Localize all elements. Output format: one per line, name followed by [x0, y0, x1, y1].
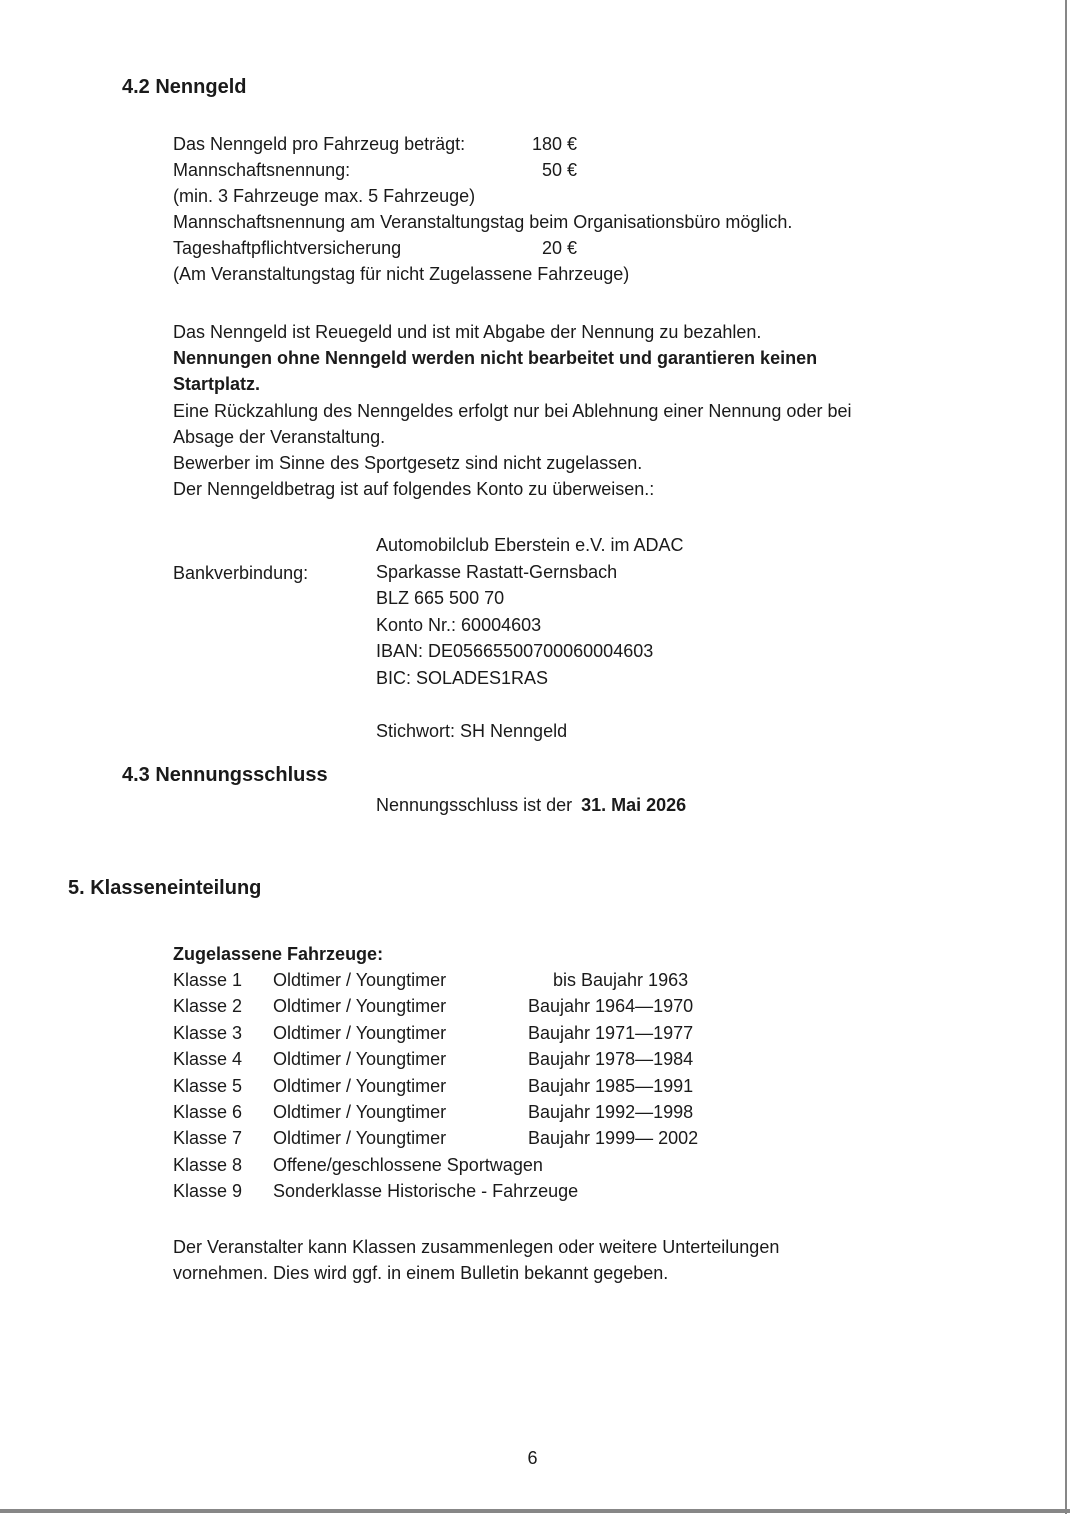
terms-line: Das Nenngeld ist Reuegeld und ist mit Abgabe der Nennung zu bezahlen. — [173, 322, 762, 342]
bank-line: Sparkasse Rastatt-Gernsbach — [376, 561, 618, 582]
class-name: Klasse 3 — [173, 1022, 243, 1043]
class-name: Klasse 5 — [173, 1075, 243, 1096]
fee-amount — [528, 261, 577, 287]
class-years: Baujahr 1964—1970 — [528, 996, 694, 1017]
class-years: bis Baujahr 1963 — [553, 970, 689, 990]
terms-line: Der Nenngeldbetrag ist auf folgendes Konto zu überweisen.: — [173, 479, 655, 500]
section-heading-4-3: 4.3 Nennungsschluss — [122, 764, 328, 786]
classes-subheading: Zugelassene Fahrzeuge: — [173, 944, 384, 964]
page-number: 6 — [527, 1448, 538, 1468]
class-type: Oldtimer / Youngtimer — [273, 1022, 447, 1043]
class-name: Klasse 9 — [173, 1181, 243, 1202]
payment-terms — [173, 319, 851, 502]
terms-line: Eine Rückzahlung des Nenngeldes erfolgt nur bei Ablehnung einer Nennung oder bei — [173, 400, 852, 421]
table-row — [173, 1073, 698, 1099]
terms-line: Absage der Veranstaltung. — [173, 426, 386, 447]
section-heading-4-2: 4.2 Nenngeld — [122, 76, 247, 98]
fee-amount — [528, 183, 577, 209]
class-years: Baujahr 1999— 2002 — [528, 1128, 699, 1149]
bank-line: BIC: SOLADES1RAS — [376, 667, 549, 688]
fee-amount: 180 € — [531, 134, 577, 154]
class-type: Oldtimer / Youngtimer — [273, 1049, 447, 1070]
class-type: Oldtimer / Youngtimer — [273, 996, 447, 1017]
deadline-line — [376, 792, 686, 818]
organiser-note — [173, 1234, 779, 1287]
class-type: Oldtimer / Youngtimer — [273, 1128, 447, 1149]
fee-row — [173, 183, 577, 209]
deadline-text: Nennungsschluss ist der — [376, 795, 573, 815]
table-row — [173, 1099, 698, 1125]
fee-label: (min. 3 Fahrzeuge max. 5 Fahrzeuge) — [173, 186, 476, 206]
class-years: Baujahr 1985—1991 — [528, 1075, 694, 1096]
bank-label: Bankverbindung: — [173, 563, 309, 583]
note-line: vornehmen. Dies wird ggf. in einem Bulletin bekannt gegeben. — [173, 1263, 669, 1284]
class-name: Klasse 6 — [173, 1102, 243, 1123]
fee-row — [173, 131, 577, 157]
table-row — [173, 1046, 698, 1072]
class-name: Klasse 8 — [173, 1154, 243, 1175]
terms-line: Bewerber im Sinne des Sportgesetz sind nicht zugelassen. — [173, 453, 643, 474]
fee-row — [173, 209, 793, 235]
deadline-date: 31. Mai 2026 — [581, 795, 687, 815]
class-years: Baujahr 1971—1977 — [528, 1022, 694, 1043]
table-row — [173, 967, 698, 993]
bank-line: IBAN: DE05665500700060004603 — [376, 641, 654, 662]
fee-row — [173, 157, 577, 183]
class-type: Offene/geschlossene Sportwagen — [273, 1154, 543, 1175]
class-type: Oldtimer / Youngtimer — [273, 1102, 447, 1123]
bank-details — [376, 532, 684, 692]
class-type: Sonderklasse Historische - Fahrzeuge — [273, 1181, 579, 1202]
class-name: Klasse 1 — [173, 970, 243, 990]
terms-line-bold: Startplatz. — [173, 374, 261, 395]
fee-row — [173, 235, 577, 261]
fee-list — [173, 131, 793, 287]
class-name: Klasse 7 — [173, 1128, 243, 1149]
table-row — [173, 1020, 698, 1046]
fee-amount: 20 € — [541, 238, 577, 258]
section-heading-5: 5. Klasseneinteilung — [68, 877, 262, 899]
bank-keyword: Stichwort: SH Nenngeld — [376, 721, 568, 741]
fee-label: Mannschaftsnennung am Veranstaltungstag beim Organisationsbüro möglich. — [173, 212, 793, 232]
fee-label: Tageshaftpflichtversicherung — [173, 238, 402, 258]
fee-amount: 50 € — [541, 160, 577, 180]
terms-line-bold: Nennungen ohne Nenngeld werden nicht bearbeitet und garantieren keinen — [173, 348, 818, 369]
fee-label: (Am Veranstaltungstag für nicht Zugelassene Fahrzeuge) — [173, 264, 630, 284]
page-edge-bottom — [0, 1509, 1070, 1513]
fee-label: Mannschaftsnennung: — [173, 160, 351, 180]
fee-amount — [528, 209, 577, 235]
class-years: Baujahr 1978—1984 — [528, 1049, 694, 1070]
fee-row — [173, 261, 630, 287]
class-years: Baujahr 1992—1998 — [528, 1102, 694, 1123]
class-name: Klasse 2 — [173, 996, 243, 1017]
table-row — [173, 1152, 698, 1178]
table-row — [173, 1125, 698, 1151]
bank-line: Automobilclub Eberstein e.V. im ADAC — [376, 535, 684, 555]
bank-line: BLZ 665 500 70 — [376, 588, 505, 609]
table-row — [173, 993, 698, 1019]
table-row — [173, 1178, 698, 1204]
class-type: Oldtimer / Youngtimer — [273, 1075, 447, 1096]
fee-label: Das Nenngeld pro Fahrzeug beträgt: — [173, 134, 466, 154]
page-edge-right — [1065, 0, 1067, 1514]
class-table — [173, 967, 698, 1205]
class-name: Klasse 4 — [173, 1049, 243, 1070]
class-type: Oldtimer / Youngtimer — [273, 970, 447, 990]
bank-line: Konto Nr.: 60004603 — [376, 614, 542, 635]
note-line: Der Veranstalter kann Klassen zusammenlegen oder weitere Unterteilungen — [173, 1237, 780, 1257]
